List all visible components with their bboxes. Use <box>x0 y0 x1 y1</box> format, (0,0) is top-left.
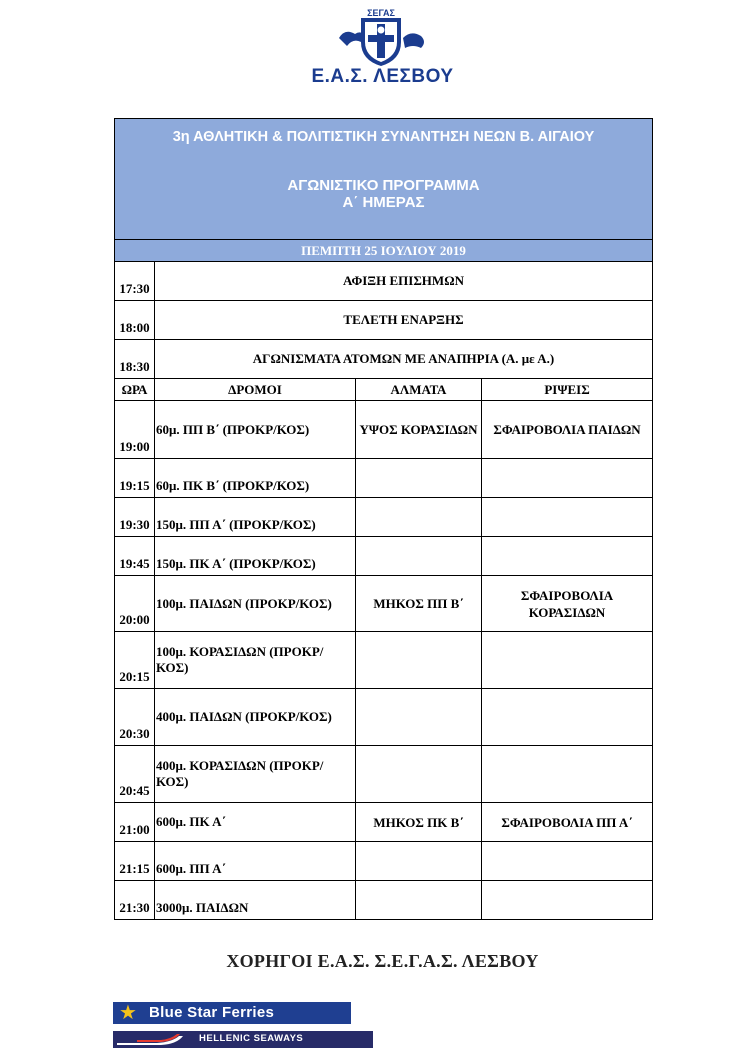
row-time: 21:30 <box>115 881 155 920</box>
row-time: 21:15 <box>115 842 155 881</box>
row-jumps <box>356 632 482 689</box>
star-icon: ★ <box>119 1002 137 1024</box>
row-throws <box>482 689 653 746</box>
col-header-time: ΩΡΑ <box>115 379 155 401</box>
row-time: 20:45 <box>115 746 155 803</box>
row-jumps: ΜΗΚΟΣ ΠΠ Β΄ <box>356 576 482 632</box>
date-label: ΠΕΜΠΤΗ 25 ΙΟΥΛΙΟΥ 2019 <box>115 240 653 262</box>
title-block <box>115 119 653 240</box>
col-header-jumps: ΑΛΜΑΤΑ <box>356 379 482 401</box>
row-track: 3000μ. ΠΑΙΔΩΝ <box>155 881 356 920</box>
row-jumps <box>356 746 482 803</box>
row-time: 19:30 <box>115 498 155 537</box>
opening-event: ΑΓΩΝΙΣΜΑΤΑ ΑΤΟΜΩΝ ΜΕ ΑΝΑΠΗΡΙΑ (Α. με Α.) <box>155 340 653 379</box>
opening-row <box>115 301 653 340</box>
table-row <box>115 881 653 920</box>
table-row <box>115 459 653 498</box>
table-row <box>115 632 653 689</box>
table-row <box>115 537 653 576</box>
opening-event: ΑΦΙΞΗ ΕΠΙΣΗΜΩΝ <box>155 262 653 301</box>
row-throws: ΣΦΑΙΡΟΒΟΛΙΑ ΠΑΙΔΩΝ <box>482 401 653 459</box>
row-track: 600μ. ΠΚ Α΄ <box>155 803 356 842</box>
row-jumps: ΜΗΚΟΣ ΠΚ Β΄ <box>356 803 482 842</box>
hellenic-seaways-logo <box>113 1031 373 1048</box>
col-header-track: ΔΡΟΜΟΙ <box>155 379 356 401</box>
table-row <box>115 689 653 746</box>
row-jumps <box>356 537 482 576</box>
table-row <box>115 498 653 537</box>
event-title: 3η ΑΘΛΗΤΙΚΗ & ΠΟΛΙΤΙΣΤΙΚΗ ΣΥΝΑΝΤΗΣΗ ΝΕΩΝ Β. ΑΙΓΑΙΟΥ <box>172 129 595 145</box>
row-time: 20:15 <box>115 632 155 689</box>
opening-time: 17:30 <box>115 262 155 301</box>
row-jumps <box>356 881 482 920</box>
sponsors-title: ΧΟΡΗΓΟΙ Ε.Α.Σ. Σ.Ε.Γ.Α.Σ. ΛΕΣΒΟΥ <box>226 951 539 971</box>
row-track: 60μ. ΠΠ Β΄ (ΠΡΟΚΡ/ΚΟΣ) <box>155 401 356 459</box>
row-track: 400μ. ΚΟΡΑΣΙΔΩΝ (ΠΡΟΚΡ/ΚΟΣ) <box>155 746 356 803</box>
row-time: 21:00 <box>115 803 155 842</box>
table-row <box>115 842 653 881</box>
row-throws <box>482 498 653 537</box>
opening-row <box>115 340 653 379</box>
row-track: 60μ. ΠΚ Β΄ (ΠΡΟΚΡ/ΚΟΣ) <box>155 459 356 498</box>
row-track: 100μ. ΚΟΡΑΣΙΔΩΝ (ΠΡΟΚΡ/ΚΟΣ) <box>155 632 356 689</box>
row-throws <box>482 881 653 920</box>
row-track: 100μ. ΠΑΙΔΩΝ (ΠΡΟΚΡ/ΚΟΣ) <box>155 576 356 632</box>
org-title: Ε.Α.Σ. ΛΕΣΒΟΥ <box>311 66 454 87</box>
row-track: 150μ. ΠΠ Α΄ (ΠΡΟΚΡ/ΚΟΣ) <box>155 498 356 537</box>
row-throws <box>482 537 653 576</box>
row-time: 19:45 <box>115 537 155 576</box>
table-row <box>115 576 653 632</box>
table-row <box>115 401 653 459</box>
row-jumps <box>356 842 482 881</box>
row-throws: ΣΦΑΙΡΟΒΟΛΙΑ ΚΟΡΑΣΙΔΩΝ <box>482 576 653 632</box>
sponsor1-name: Blue Star Ferries <box>149 1004 275 1021</box>
row-jumps <box>356 498 482 537</box>
row-throws <box>482 746 653 803</box>
program-title: ΑΓΩΝΙΣΤΙΚΟ ΠΡΟΓΡΑΜΜΑ <box>287 177 480 194</box>
opening-event: ΤΕΛΕΤΗ ΕΝΑΡΞΗΣ <box>155 301 653 340</box>
table-row <box>115 746 653 803</box>
row-track: 400μ. ΠΑΙΔΩΝ (ΠΡΟΚΡ/ΚΟΣ) <box>155 689 356 746</box>
wave-icon <box>117 1034 187 1045</box>
sponsor2-name: HELLENIC SEAWAYS <box>199 1033 304 1044</box>
row-time: 19:15 <box>115 459 155 498</box>
schedule-table <box>114 118 653 920</box>
table-row <box>115 803 653 842</box>
row-time: 20:30 <box>115 689 155 746</box>
row-jumps <box>356 459 482 498</box>
opening-time: 18:30 <box>115 340 155 379</box>
row-throws <box>482 842 653 881</box>
day-title: Α΄ ΗΜΕΡΑΣ <box>342 194 425 211</box>
row-time: 20:00 <box>115 576 155 632</box>
logo-text: ΣΕΓΑΣ <box>367 8 395 18</box>
opening-row <box>115 262 653 301</box>
segas-logo <box>331 8 431 68</box>
row-track: 600μ. ΠΠ Α΄ <box>155 842 356 881</box>
row-time: 19:00 <box>115 401 155 459</box>
column-header-row <box>115 379 653 401</box>
row-track: 150μ. ΠΚ Α΄ (ΠΡΟΚΡ/ΚΟΣ) <box>155 537 356 576</box>
opening-time: 18:00 <box>115 301 155 340</box>
date-row <box>115 240 653 262</box>
row-throws <box>482 632 653 689</box>
row-throws <box>482 459 653 498</box>
col-header-throws: ΡΙΨΕΙΣ <box>482 379 653 401</box>
row-jumps <box>356 689 482 746</box>
row-jumps: ΥΨΟΣ ΚΟΡΑΣΙΔΩΝ <box>356 401 482 459</box>
blue-star-ferries-logo <box>113 1002 351 1024</box>
row-throws: ΣΦΑΙΡΟΒΟΛΙΑ ΠΠ Α΄ <box>482 803 653 842</box>
title-row <box>115 119 653 240</box>
